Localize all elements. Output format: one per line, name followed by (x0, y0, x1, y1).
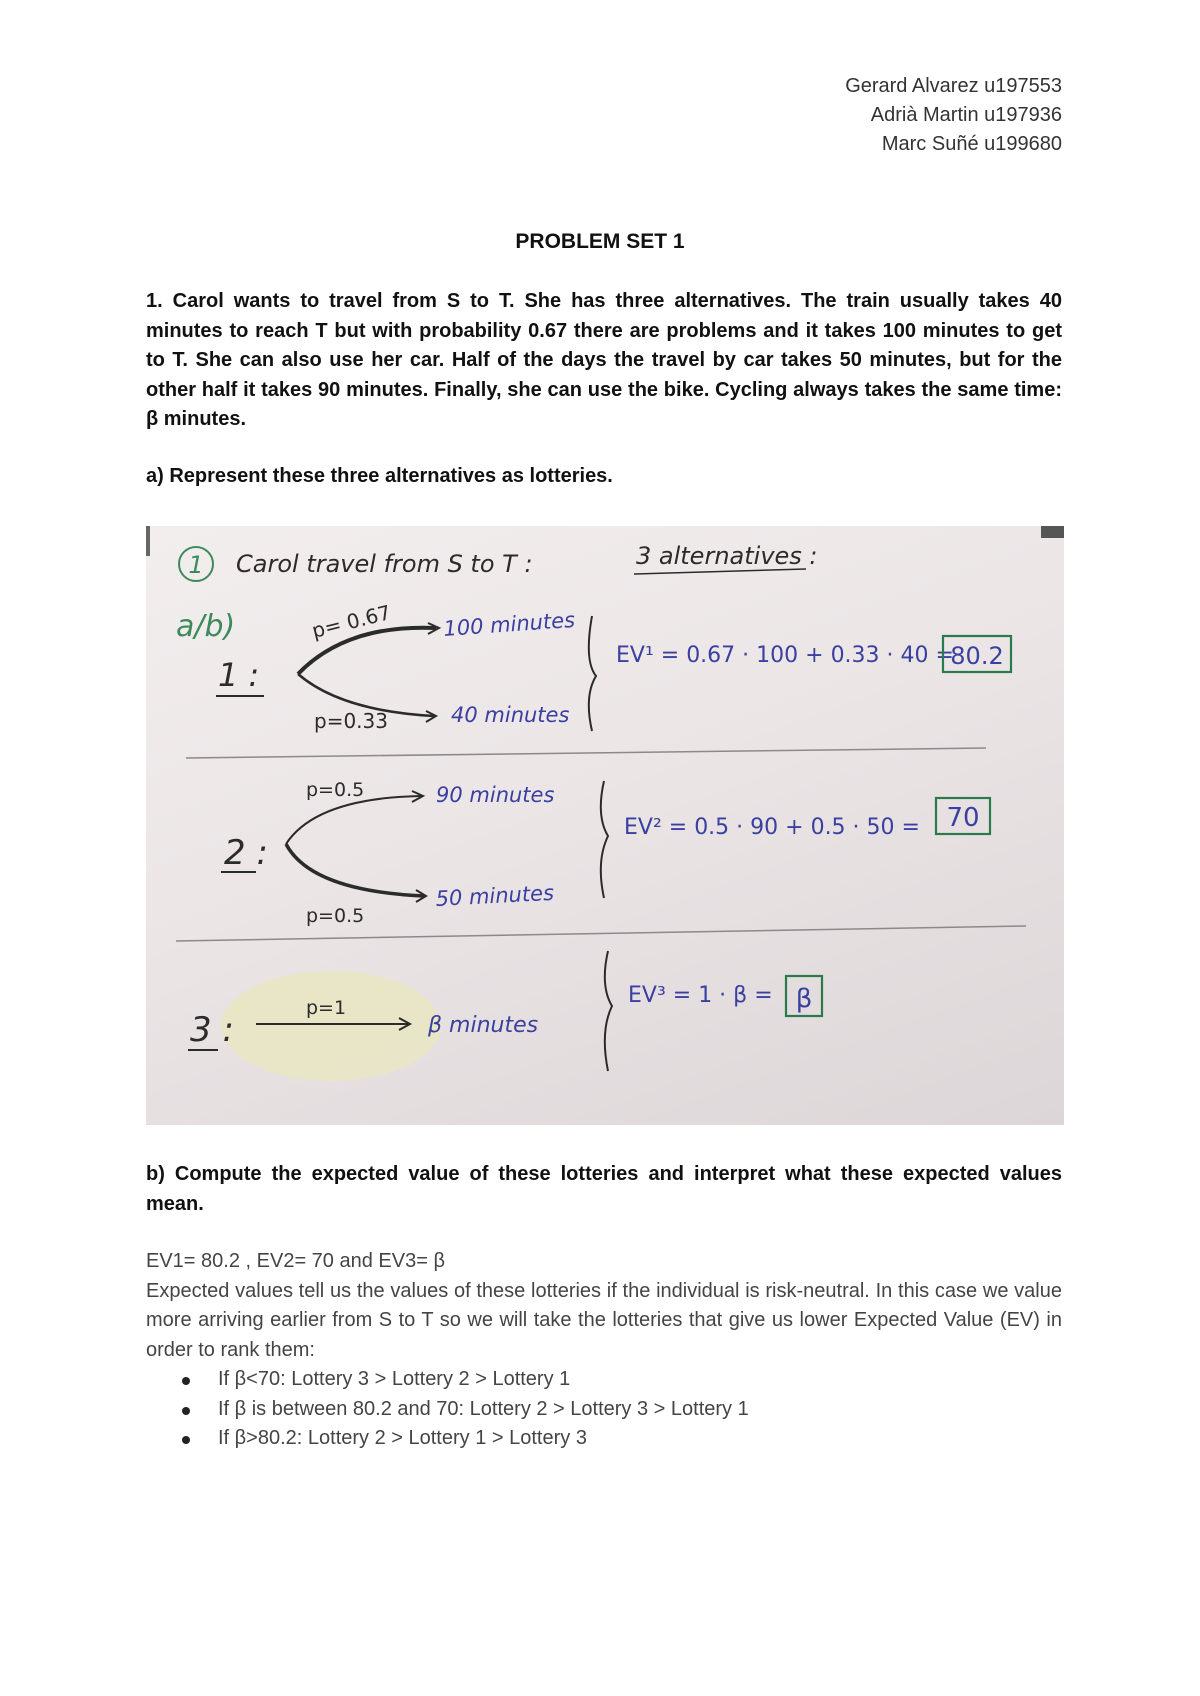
brace (589, 616, 596, 731)
label-ab: a/b) (176, 609, 236, 644)
lottery1-label: 1 : (218, 656, 260, 694)
lottery2-p-bottom: p=0.5 (306, 905, 365, 927)
question-1: 1. Carol wants to travel from S to T. She has three alternatives. The train usually takes 40 minutes to reach T but with probability 0.67 there are problems and it takes 100 minutes to get to T. She can also use her car. Half of the days the travel by car takes 50 minutes, but for the other half it takes 90 minutes. Finally, she can use the bike. Cycling always takes the same time: β minutes. (146, 290, 1062, 430)
photo-edge (146, 526, 150, 556)
branch-bottom (286, 844, 424, 896)
ranking-list (146, 1365, 1062, 1454)
list-item-text: If β>80.2: Lottery 2 > Lottery 1 > Lottery 3 (218, 1427, 587, 1449)
list-item (218, 1395, 1062, 1425)
photo-edge (1041, 526, 1064, 538)
lottery1-p-top: p= 0.67 (309, 600, 394, 643)
answer-block (146, 1247, 1062, 1454)
lottery1-ev: EV¹ = 0.67 · 100 + 0.33 · 40 = (616, 643, 954, 668)
lottery2-ev-box: 70 (946, 803, 980, 833)
lottery1-ev-box: 80.2 (950, 642, 1004, 670)
lottery3-p: p=1 (306, 997, 347, 1019)
bullet-icon (182, 1407, 190, 1415)
lottery1-out-bottom: 40 minutes (451, 703, 570, 727)
lottery3-out: β minutes (428, 1013, 539, 1038)
brace (605, 951, 612, 1071)
question-a: a) Represent these three alternatives as lotteries. (146, 465, 613, 487)
bullet-icon (182, 1436, 190, 1444)
lottery3-ev: EV³ = 1 · β = (628, 983, 773, 1008)
handwriting-svg (146, 526, 1064, 1125)
lottery1-p-bottom: p=0.33 (314, 709, 388, 733)
lottery3-label: 3 : (190, 1010, 234, 1050)
header-number: 1 (188, 551, 204, 579)
authors-block (845, 72, 1062, 159)
answer-paragraph: Expected values tell us the values of these lotteries if the individual is risk-neutral. In this case we value more arriving earlier from S to T so we will take the lotteries that give us lower Expected Value (EV) in order to rank them: (146, 1279, 1062, 1361)
lottery2-out-bottom: 50 minutes (435, 880, 555, 911)
lottery2-ev: EV² = 0.5 · 90 + 0.5 · 50 = (624, 815, 920, 840)
bullet-icon (182, 1377, 190, 1385)
lottery2-out-top: 90 minutes (436, 783, 555, 807)
lottery1-out-top: 100 minutes (442, 607, 576, 641)
question-b: b) Compute the expected value of these lotteries and interpret what these expected values mean. (146, 1163, 1062, 1215)
page-title: PROBLEM SET 1 (515, 230, 685, 253)
list-item (218, 1424, 1062, 1454)
header-underlined: 3 alternatives : (636, 542, 818, 570)
list-item-text: If β is between 80.2 and 70: Lottery 2 > Lottery 3 > Lottery 1 (218, 1397, 749, 1420)
lottery2-p-top: p=0.5 (306, 779, 365, 801)
handwritten-photo (146, 526, 1064, 1125)
divider (186, 748, 986, 758)
lottery2-label: 2 : (224, 833, 268, 873)
author-line: Marc Suñé u199680 (881, 133, 1062, 155)
branch-top (286, 796, 421, 844)
list-item-text: If β<70: Lottery 3 > Lottery 2 > Lottery 1 (218, 1368, 571, 1390)
lottery3-ev-box: β (795, 984, 813, 1014)
brace (601, 781, 608, 898)
divider (176, 926, 1026, 941)
list-item (218, 1365, 1062, 1395)
answer-ev-values: EV1= 80.2 , EV2= 70 and EV3= β (146, 1250, 445, 1272)
author-line: Adrià Martin u197936 (870, 104, 1062, 126)
header-text: Carol travel from S to T : (236, 550, 533, 578)
author-line: Gerard Alvarez u197553 (845, 75, 1062, 97)
